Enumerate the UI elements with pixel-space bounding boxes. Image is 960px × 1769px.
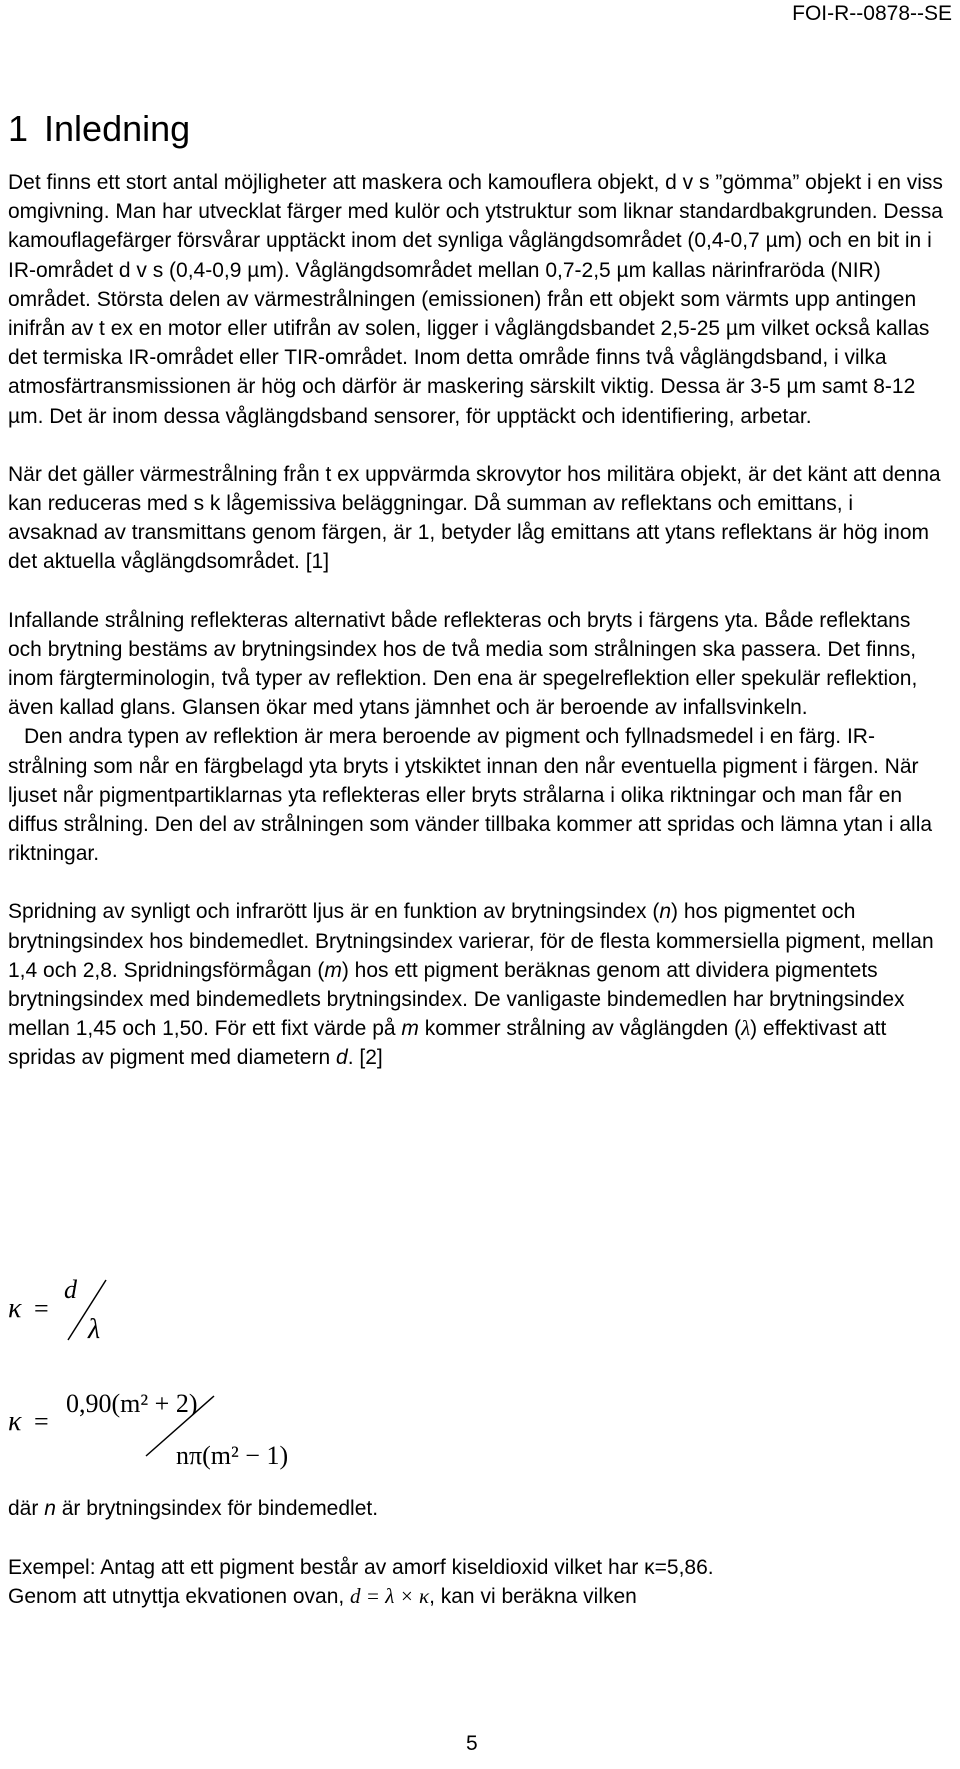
section-number: 1 (8, 108, 29, 149)
formula2-denominator: nπ(m² − 1) (176, 1441, 289, 1470)
example-equation: d = λ × κ (350, 1584, 430, 1608)
where-line (8, 1494, 948, 1523)
section-heading (8, 108, 190, 150)
paragraph-4 (8, 722, 948, 868)
paragraph-4-text: Den andra typen av reflektion är mera beroende av pigment och fyllnadsmedel i en färg. IR-strålning som når en färgbelagd yta bryts i ytskiktet innan den når eventuella pigment i färgen. När ljuset når pigmentpartiklarnas yta reflekteras eller bryts strålarna i olika riktningar och man får en diffus strålning. Den del av strålningen som vänder tillbaka kommer att spridas och lämna ytan i alla riktningar. (8, 725, 933, 866)
formula-kappa-d-over-lambda (8, 1272, 148, 1352)
paragraph-2: När det gäller värmestrålning från t ex uppvärmda skrovytor hos militära objekt, är det känt att denna kan reduceras med s k lågemissiva beläggningar. Då summan av reflektans och emittans, i avsaknad av transmittans genom färgen, är 1, betyder låg emittans att ytans reflektans är hög inom det aktuella våglängdsområdet. [1] (8, 462, 941, 574)
formula2-numerator: 0,90(m² + 2) (66, 1389, 198, 1418)
example-line-2 (8, 1582, 948, 1611)
var-lambda: λ (741, 1016, 751, 1041)
where-text-b: är brytningsindex för bindemedlet. (55, 1497, 379, 1520)
formula2-kappa: κ (8, 1406, 22, 1437)
p5-text-f: . [2] (347, 1046, 383, 1070)
paragraph-1: Det finns ett stort antal möjligheter att maskera och kamouflera objekt, d v s ”gömma” objekt i en viss omgivning. Man har utvecklat färger med kulör och ytstruktur som liknar standardbakgrunden. Dessa kamouflagefärger försvårar upptäckt inom det synliga våglängdsområdet (0,4-0,7 µm) och en bit in i IR-området d v s (0,4-0,9 µm). Våglängdsområdet mellan 0,7-2,5 µm kallas närinfraröda (NIR) området. Största delen av värmestrålningen (emissionen) från ett objekt som värmts upp antingen inifrån av t ex en motor eller utifrån av solen, ligger i våglängdsbandet 2,5-25 µm vilket också kallas det termiska IR-området eller TIR-området. Inom detta område finns två våglängdsband, i vilka atmosfärtransmissionen är hög och därför är maskering särskilt viktig. Dessa är 3-5 µm samt 8-12 µm. Det är inom dessa våglängdsband sensorer, för upptäckt och identifiering, arbetar. (8, 171, 943, 428)
p5-text-d: kommer strålning av våglängden ( (418, 1017, 742, 1041)
formula1-denominator: λ (88, 1314, 101, 1345)
paragraph-5 (8, 897, 948, 1072)
var-m: m (324, 958, 342, 982)
p5-text-c: ) hos ett pigment beräknas genom att dividera pigmentets brytningsindex med bindemedlets brytningsindex. De vanligaste bindemedlen har brytningsindex mellan 1,45 och 1,50. För ett fixt värde på (8, 958, 905, 1041)
var-d: d (336, 1046, 348, 1070)
p5-text-a: Spridning av synligt och infrarött ljus är en funktion av brytningsindex ( (8, 900, 660, 924)
formula1-equals: = (34, 1294, 49, 1323)
where-text-a: där (8, 1497, 45, 1520)
where-var-n: n (44, 1497, 56, 1520)
formula-kappa-scattering (8, 1378, 368, 1478)
report-id: FOI-R--0878--SE (792, 2, 952, 25)
example-text-a: Genom att utnyttja ekvationen ovan, (8, 1585, 351, 1608)
formula2-equals: = (34, 1407, 49, 1436)
body-text (8, 168, 948, 1102)
var-m-2: m (401, 1017, 419, 1041)
formula1-kappa: κ (8, 1293, 22, 1324)
section-title: Inledning (44, 108, 191, 149)
page-number: 5 (466, 1732, 478, 1755)
example-text-b: , kan vi beräkna vilken (429, 1585, 637, 1608)
formula1-numerator: d (64, 1275, 77, 1304)
paragraph-3: Infallande strålning reflekteras alternativt både reflekteras och bryts i färgens yta. Både reflektans och brytning bestäms av brytningsindex hos de två media som strålningen ska passera. Det finns, inom färgterminologin, två typer av reflektion. Den ena är spegelreflektion eller spekulär reflektion, även kallad glans. Glansen ökar med ytans jämnhet och är beroende av infallsvinkeln. (8, 608, 918, 720)
example-line-1: Exempel: Antag att ett pigment består av amorf kiseldioxid vilket har κ=5,86. (8, 1556, 714, 1579)
var-n: n (659, 900, 672, 924)
p5-text-e: ) effektivast att spridas av pigment med diametern (8, 1017, 887, 1070)
p5-text-b: ) hos pigmentet och brytningsindex hos bindemedlet. Brytningsindex varierar, för de flesta kommersiella pigment, mellan 1,4 och 2,8. Spridningsförmågan ( (8, 900, 934, 982)
